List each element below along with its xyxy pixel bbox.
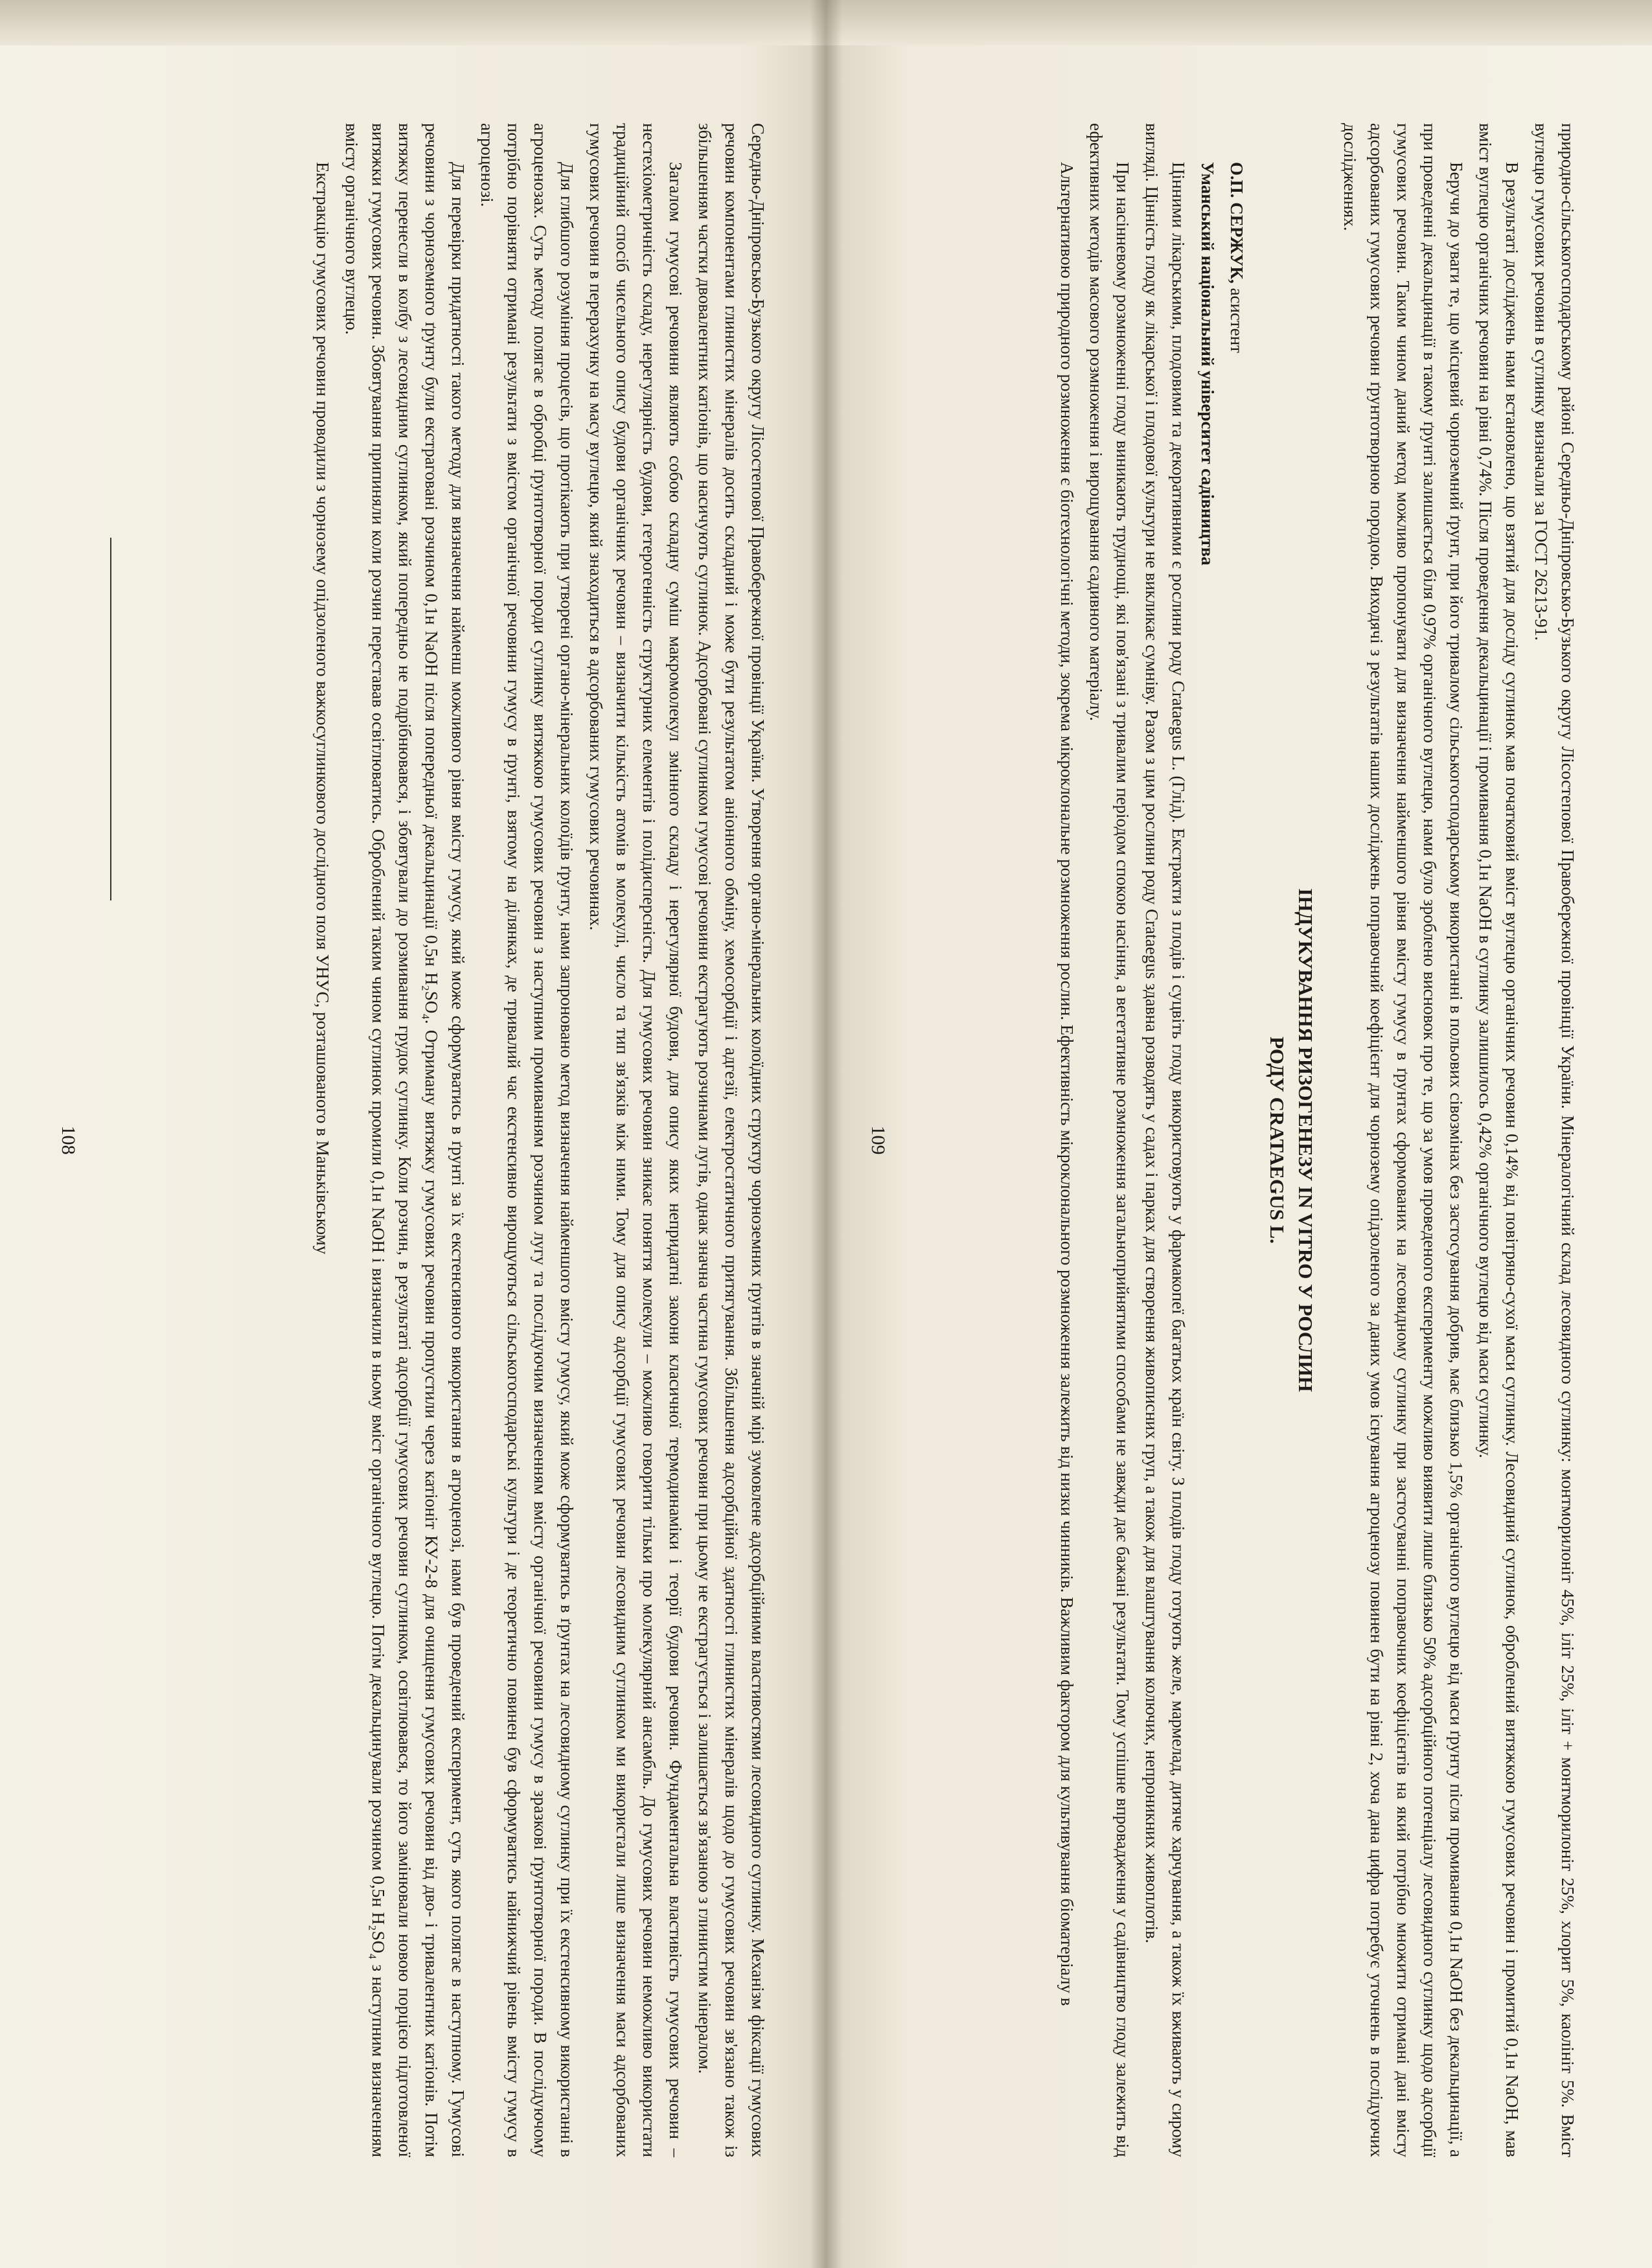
footnote-rule	[110, 538, 111, 900]
paragraph: Альтернативою природного розмноження є біотехнологічні методи, зокрема мікроклональне розмноження рослин. Ефективність мікроклонального розмноження залежить від низки чинників. Важливим фактором для культивування біоматеріалу в	[1057, 162, 1077, 2006]
paragraph: Екстракцію гумусових речовин проводили з чорнозему опідзоленого важкосуглинкового дослідного поля УНУС, розташованого в Маньківському	[313, 162, 332, 1255]
author-role: асистент	[1227, 288, 1246, 353]
article-title	[1263, 123, 1320, 2157]
author-name: О.П. СЕРЖУК,	[1227, 162, 1246, 284]
paragraph: Цінними лікарськими, плодовими та декоративними є рослини роду Crataegus L. (Глід). Екстракти з плодів і суцвіть глоду використовують у фармакопеї багатьох країн світу. З плодів глоду готують желе, мармелад, дитяче харчування, а також їх вживають у сирому вигляді. Цінність глоду як лікарської і плодової культури не викликає сумніву. Разом з цим рослини роду Crataegus здавна розводять у садах і парках для створення живописних груп, а також для влаштування колючих, непроникних живоплотів.	[1142, 123, 1188, 2157]
affiliation: Уманський національний університет садівництва	[1198, 162, 1217, 566]
page-number: 108	[58, 1125, 79, 1155]
book-spine-shadow	[810, 0, 842, 2268]
paragraph: Середньо-Дніпровсько-Бузького округу Лісостепової Правобережної провінції України. Утворення органо-мінеральних колоїдних структур чорноземних ґрунтів в значній мірі зумовлене адсорбційними властивостями лесовидного суглинку. Механізм фіксації гумусових речовин компонентами глинистих мінералів досить складний і може бути результатом аніонного обміну, хемосорбції і адгезії, електростатичного притягування. Збільшення адсорбційної здатності глинистих мінералів щодо до гумусових речовин зв'язано також із збільшенням частки двовалентних катіонів, що насичують суглинок. Адсорбовані суглинком гумусові речовини екстрагують розчинами лугів, однак значна частина гумусових речовин при цьому не екстрагується і залишається зв'язаною з глинистим мінералом.	[695, 123, 768, 2157]
paragraph: При насінневому розмноженні глоду виникають труднощі, які пов'язані з тривалим періодом спокою насіння, а вегетативне розмноження загальноприйнятими способами не завжди дає бажані результати. Тому успішне впровадження у садівництво глоду залежить від ефективних методів масового розмноження і вирощування садивного матеріалу.	[1086, 123, 1132, 2157]
paragraph: В результаті досліджень нами встановлено, що взятий для досліду суглинок мав початковий вміст вуглецю органічних речовин 0,14% від повітряно-сухої маси суглинку. Лесовидний суглинок, оброблений витяжкою гумусових речовин і промитий 0,1н NaOH, мав вміст вуглецю органічних речовин на рівні 0,74%. Після проведення декальцинації і промивання 0,1н NaOH в суглинку залишилось 0,42% органічного вуглецю від маси суглинку.	[1476, 123, 1522, 2157]
article-title-line: ІНДУКУВАННЯ РИЗОГЕНЕЗУ IN VITRO У РОСЛИН	[1294, 888, 1317, 1392]
paragraph: природно-сільськогосподарському районі Середньо-Дніпровсько-Бузького округу Лісостепової Правобережної провінції України. Мінералогічний склад лесовидного суглинку: монтморилоніт 45%, іліт 25%, іліт + монтморилоніт 25%, хлорит 5%, каолініт 5%. Вміст вуглецю гумусових речовин в суглинку визначали за ГОСТ 26213-91.	[1532, 123, 1577, 2157]
page-number: 109	[867, 1125, 889, 1155]
page-109	[862, 71, 1607, 2209]
paragraph: Загалом гумусові речовини являють собою складну суміш макромолекул змінного складу і нерегулярної будови, для опису яких непридатні закони класичної термодинаміки і теорії будови речовин. Фундаментальна властивість гумусових речовин – нестехіометричність складу, нерегулярність будови, гетерогенність структурних елементів і полідисперсність. Для гумусових речовин зникає поняття молекули – можливо говорити тільки про молекулярний ансамбль. До гумусових речовин неможливо використати традиційний спосіб чисельного опису будови органічних речовин – визначити кількість атомів в молекулі, число та тип зв'язків між ними. Тому для опису адсорбції гумусових речовин лесовидним суглинком ми використали лише визначення маси адсорбованих гумусових речовин в перерахунку на масу вуглецю, який знаходиться в адсорбованих гумусових речовинах.	[586, 123, 685, 2157]
paragraph: Для глибшого розуміння процесів, що протікають при утворені органо-мінеральних колоїдів ґрунту, нами запроновано метод визначення найменшого вмісту гумусу, який може сформуватись в ґрунтах на лесовидному суглинку при їх екстенсивному використанні в агроценозах. Суть методу полягає в обробці ґрунтотворної породи суглинку витяжкою гумусових речовин з наступним промиванням розчином лугу та послідуючим визначенням вмісту органічної речовини гумусу в зразкові ґрунтотворної породи. В послідуючому потрібно порівняти отримані результати з вмістом органічної речовини гумусу в ґрунті, взятому на ділянках, де тривалий час екстенсивно вирощуються сільськогосподарські культури і де теоретично повинен був сформуватись найнижчий рівень вмісту гумусу в агроценозі.	[477, 123, 577, 2157]
page-108	[52, 71, 797, 2209]
paragraph: Для перевірки придатності такого методу для визначення найменш можливого рівня вмісту гумусу, який може сформуватись в ґрунті за їх екстенсивного використання в агроценозі, нами був проведений експеримент, суть якого полягає в наступному. Гумусові речовини з чорноземного ґрунту були екстраговані розчином 0,1н NaOH після попередньої декальцинації 0,5н H₂SO₄. Отриману витяжку гумусових речовин пропустили через катіоніт КУ-2-8 для очищення гумусових речовин від дво- і тривалентних катіонів. Потім витяжку перенесли в колбу з лесовидним суглинком, який попередньо не подрібнювався, і збовтували до розмивання грудок суглинку. Коли розчин, в результаті адсорбції гумусових речовин суглинком, освітлювався, то його замінювали новою порцією підготовленої витяжки гумусових речовин. Збовтування припиняли коли розчин переставав освітлюватись. Оброблений таким чином суглинок промили 0,1н NaOH і визначили в ньому вміст органічного вуглецю. Потім декальцинували розчином 0,5н H₂SO₄ з наступним визначенням вмісту органічного вуглецю.	[342, 123, 468, 2157]
article-title-line: РОДУ CRATAEGUS L.	[1266, 1037, 1289, 1244]
author-line	[1223, 123, 1250, 2157]
paragraph: Беручи до уваги те, що місцевий чорноземний ґрунт, при його тривалому сільськогосподарському використанні в польових сівозмінах без застосування добрив, має близько 1,5% органічного вуглецю від маси ґрунту після промивання 0,1н NaOH без декальцинації, а при проведенні декальцинації в такому ґрунті залишається біля 0,97% органічного вуглецю, нами було зроблено висновок про те, що за умов проведеного експерименту можливо виявити лише близько 50% адсорбційного потенціалу лесовидного суглинку щодо адсорбції гумусових речовин. Таким чином даний метод можливо пропонувати для визначення найменшого рівня вмісту гумусу в ґрунтах сформованих на лесовидному суглинку при застосуванні поправочних коефіцієнтів на який потрібно множити отримані дані вмісту адсорбованих гумусових речовин ґрунтотворною породою. Виходячі з результатів наших досліджень поправочний коефіцієнт для чорнозему опідзоленого за даних умов існування агроценозу повинен бути на рівні 2, хоча дана цифра потребує уточнень в послідуючих дослідженнях.	[1340, 123, 1466, 2157]
